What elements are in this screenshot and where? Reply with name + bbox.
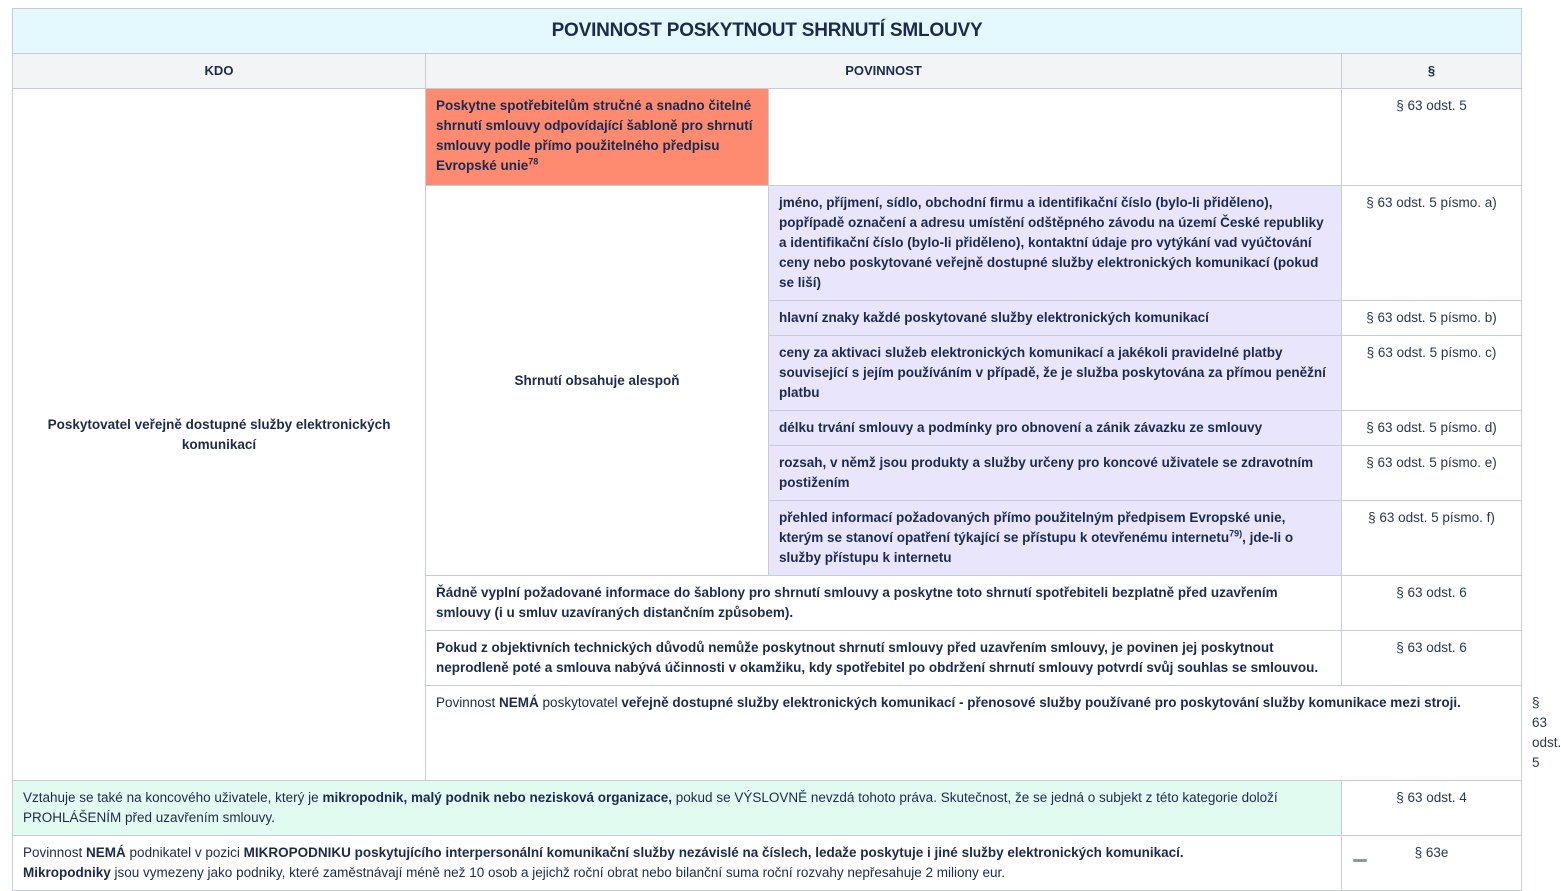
note-row bbox=[13, 781, 1522, 836]
note-text: poskytovatel bbox=[538, 695, 622, 710]
law-reference: § 63 odst. 5 písmo. f) bbox=[1342, 501, 1522, 576]
note-bold: mikropodnik, malý podnik nebo nezisková organizace, bbox=[322, 790, 673, 805]
note-m2m-exemption bbox=[426, 686, 1522, 781]
header-row bbox=[13, 54, 1522, 89]
first-duty-cell bbox=[426, 89, 769, 186]
law-reference: § 63 odst. 6 bbox=[1342, 631, 1522, 686]
note-microenterprise-exemption bbox=[13, 836, 1342, 891]
scroll-indicator[interactable] bbox=[1353, 859, 1367, 862]
footnote-ref-78[interactable]: 78 bbox=[528, 156, 539, 167]
summary-label-cell bbox=[426, 186, 769, 576]
column-header-paragraph: § bbox=[1342, 54, 1522, 89]
first-duty-text: Poskytne spotřebitelům stručné a snadno čitelné shrnutí smlouvy odpovídající šabloně pro shrnutí smlouvy podle přímo použitelného předpisu Evropské unie bbox=[436, 98, 753, 173]
note-text: podnikatel v pozici bbox=[125, 845, 244, 860]
table-title: POVINNOST POSKYTNOUT SHRNUTÍ SMLOUVY bbox=[13, 9, 1522, 54]
column-header-povinnost: POVINNOST bbox=[426, 54, 1342, 89]
note-text: Vztahuje se také na koncového uživatele, který je bbox=[23, 790, 323, 805]
note-text: pokud se VÝSLOVNĚ nevzdá tohoto práva. Skutečnost, že se jedná o subjekt z této kategorie doloží PROHLÁŠENÍM před uzavřením smlouvy. bbox=[23, 790, 1278, 825]
note-text: Povinnost bbox=[23, 845, 87, 860]
kdo-text: Poskytovatel veřejně dostupné služby elektronických komunikací bbox=[47, 416, 391, 452]
law-reference: § 63 odst. 4 bbox=[1342, 781, 1522, 836]
note-text: Povinnost bbox=[436, 695, 500, 710]
law-reference: § 63 odst. 5 písmo. d) bbox=[1342, 411, 1522, 446]
note-bold: Mikropodniky bbox=[23, 865, 111, 880]
note-bold: NEMÁ bbox=[499, 695, 539, 710]
summary-item: jméno, příjmení, sídlo, obchodní firmu a identifikační číslo (bylo-li přiděleno), popřípadě označení a adresu umístění odštěpného závodu na území České republiky a identifikační číslo (bylo-li přiděleno), kontaktní údaje pro vytýkání vad vyúčtování ceny nebo poskytované veřejně dostupné služby elektronických komunikací (pokud se liší) bbox=[769, 186, 1342, 301]
duty-late-cell: Pokud z objektivních technických důvodů nemůže poskytnout shrnutí smlouvy před uzavřením smlouvy, je povinen jej poskytnout neprodleně poté a smlouva nabývá účinnosti v okamžiku, kdy spotřebitel po obdržení shrnutí smlouvy potvrdí svůj souhlas se smlouvou. bbox=[426, 631, 1342, 686]
duty-fill-cell: Řádně vyplní požadované informace do šablony pro shrnutí smlouvy a poskytne toto shrnutí spotřebiteli bezplatně před uzavřením smlouvy (i u smluv uzavíraných distančním způsobem). bbox=[426, 576, 1342, 631]
obligation-table bbox=[12, 8, 1561, 891]
law-reference: § 63 odst. 5 písmo. c) bbox=[1342, 336, 1522, 411]
law-reference: § 63 odst. 6 bbox=[1342, 576, 1522, 631]
law-reference: § 63 odst. 5 bbox=[1342, 89, 1522, 186]
footnote-ref-79[interactable]: 79) bbox=[1229, 528, 1243, 539]
note-row bbox=[13, 836, 1522, 891]
law-reference: § 63 odst. 5 písmo. e) bbox=[1342, 446, 1522, 501]
title-row bbox=[13, 9, 1522, 54]
note-bold: veřejně dostupné služby elektronických komunikací - přenosové služby používané pro poskytování služby komunikace mezi stroji. bbox=[621, 695, 1461, 710]
summary-item bbox=[769, 501, 1342, 576]
note-small-business bbox=[13, 781, 1342, 836]
note-bold: NEMÁ bbox=[86, 845, 126, 860]
kdo-cell bbox=[13, 89, 426, 781]
summary-item: ceny za aktivaci služeb elektronických komunikací a jakékoli pravidelné platby související s jejím používáním v případě, že je služba poskytována za přímou peněžní platbu bbox=[769, 336, 1342, 411]
summary-item-text-after: , jde-li o služby přístupu k internetu bbox=[779, 530, 1294, 565]
note-bold: MIKROPODNIKU poskytujícího interpersonální komunikační služby nezávislé na číslech, ledaže poskytuje i jiné služby elektronických komunikací. bbox=[243, 845, 1184, 860]
column-header-kdo: KDO bbox=[13, 54, 426, 89]
summary-label: Shrnutí obsahuje alespoň bbox=[514, 372, 680, 388]
note-row: Povinnost NEMÁ poskytovatel veřejně dostupné služby elektronických komunikací - přenosové služby používané pro poskytování služby komunikace mezi stroji. § 63 odst. 5 bbox=[13, 686, 1522, 781]
law-reference: § 63e bbox=[1342, 836, 1522, 891]
empty-cell bbox=[769, 89, 1342, 186]
law-reference: § 63 odst. 5 písmo. a) bbox=[1342, 186, 1522, 301]
law-reference: § 63 odst. 5 písmo. b) bbox=[1342, 301, 1522, 336]
summary-item: délku trvání smlouvy a podmínky pro obnovení a zánik závazku ze smlouvy bbox=[769, 411, 1342, 446]
summary-item: rozsah, v němž jsou produkty a služby určeny pro koncové uživatele se zdravotním postižením bbox=[769, 446, 1342, 501]
summary-item-text: přehled informací požadovaných přímo použitelným předpisem Evropské unie, kterým se stanoví opatření týkající se přístupu k otevřenému internetu bbox=[779, 510, 1286, 545]
table-row bbox=[13, 89, 1522, 186]
note-text: jsou vymezeny jako podniky, které zaměstnávají méně než 10 osob a jejichž roční obrat nebo bilanční suma roční rozvahy nepřesahuje 2 miliony eur. bbox=[110, 865, 1005, 880]
obligation-table-container bbox=[12, 8, 1561, 891]
summary-item: hlavní znaky každé poskytované služby elektronických komunikací bbox=[769, 301, 1342, 336]
